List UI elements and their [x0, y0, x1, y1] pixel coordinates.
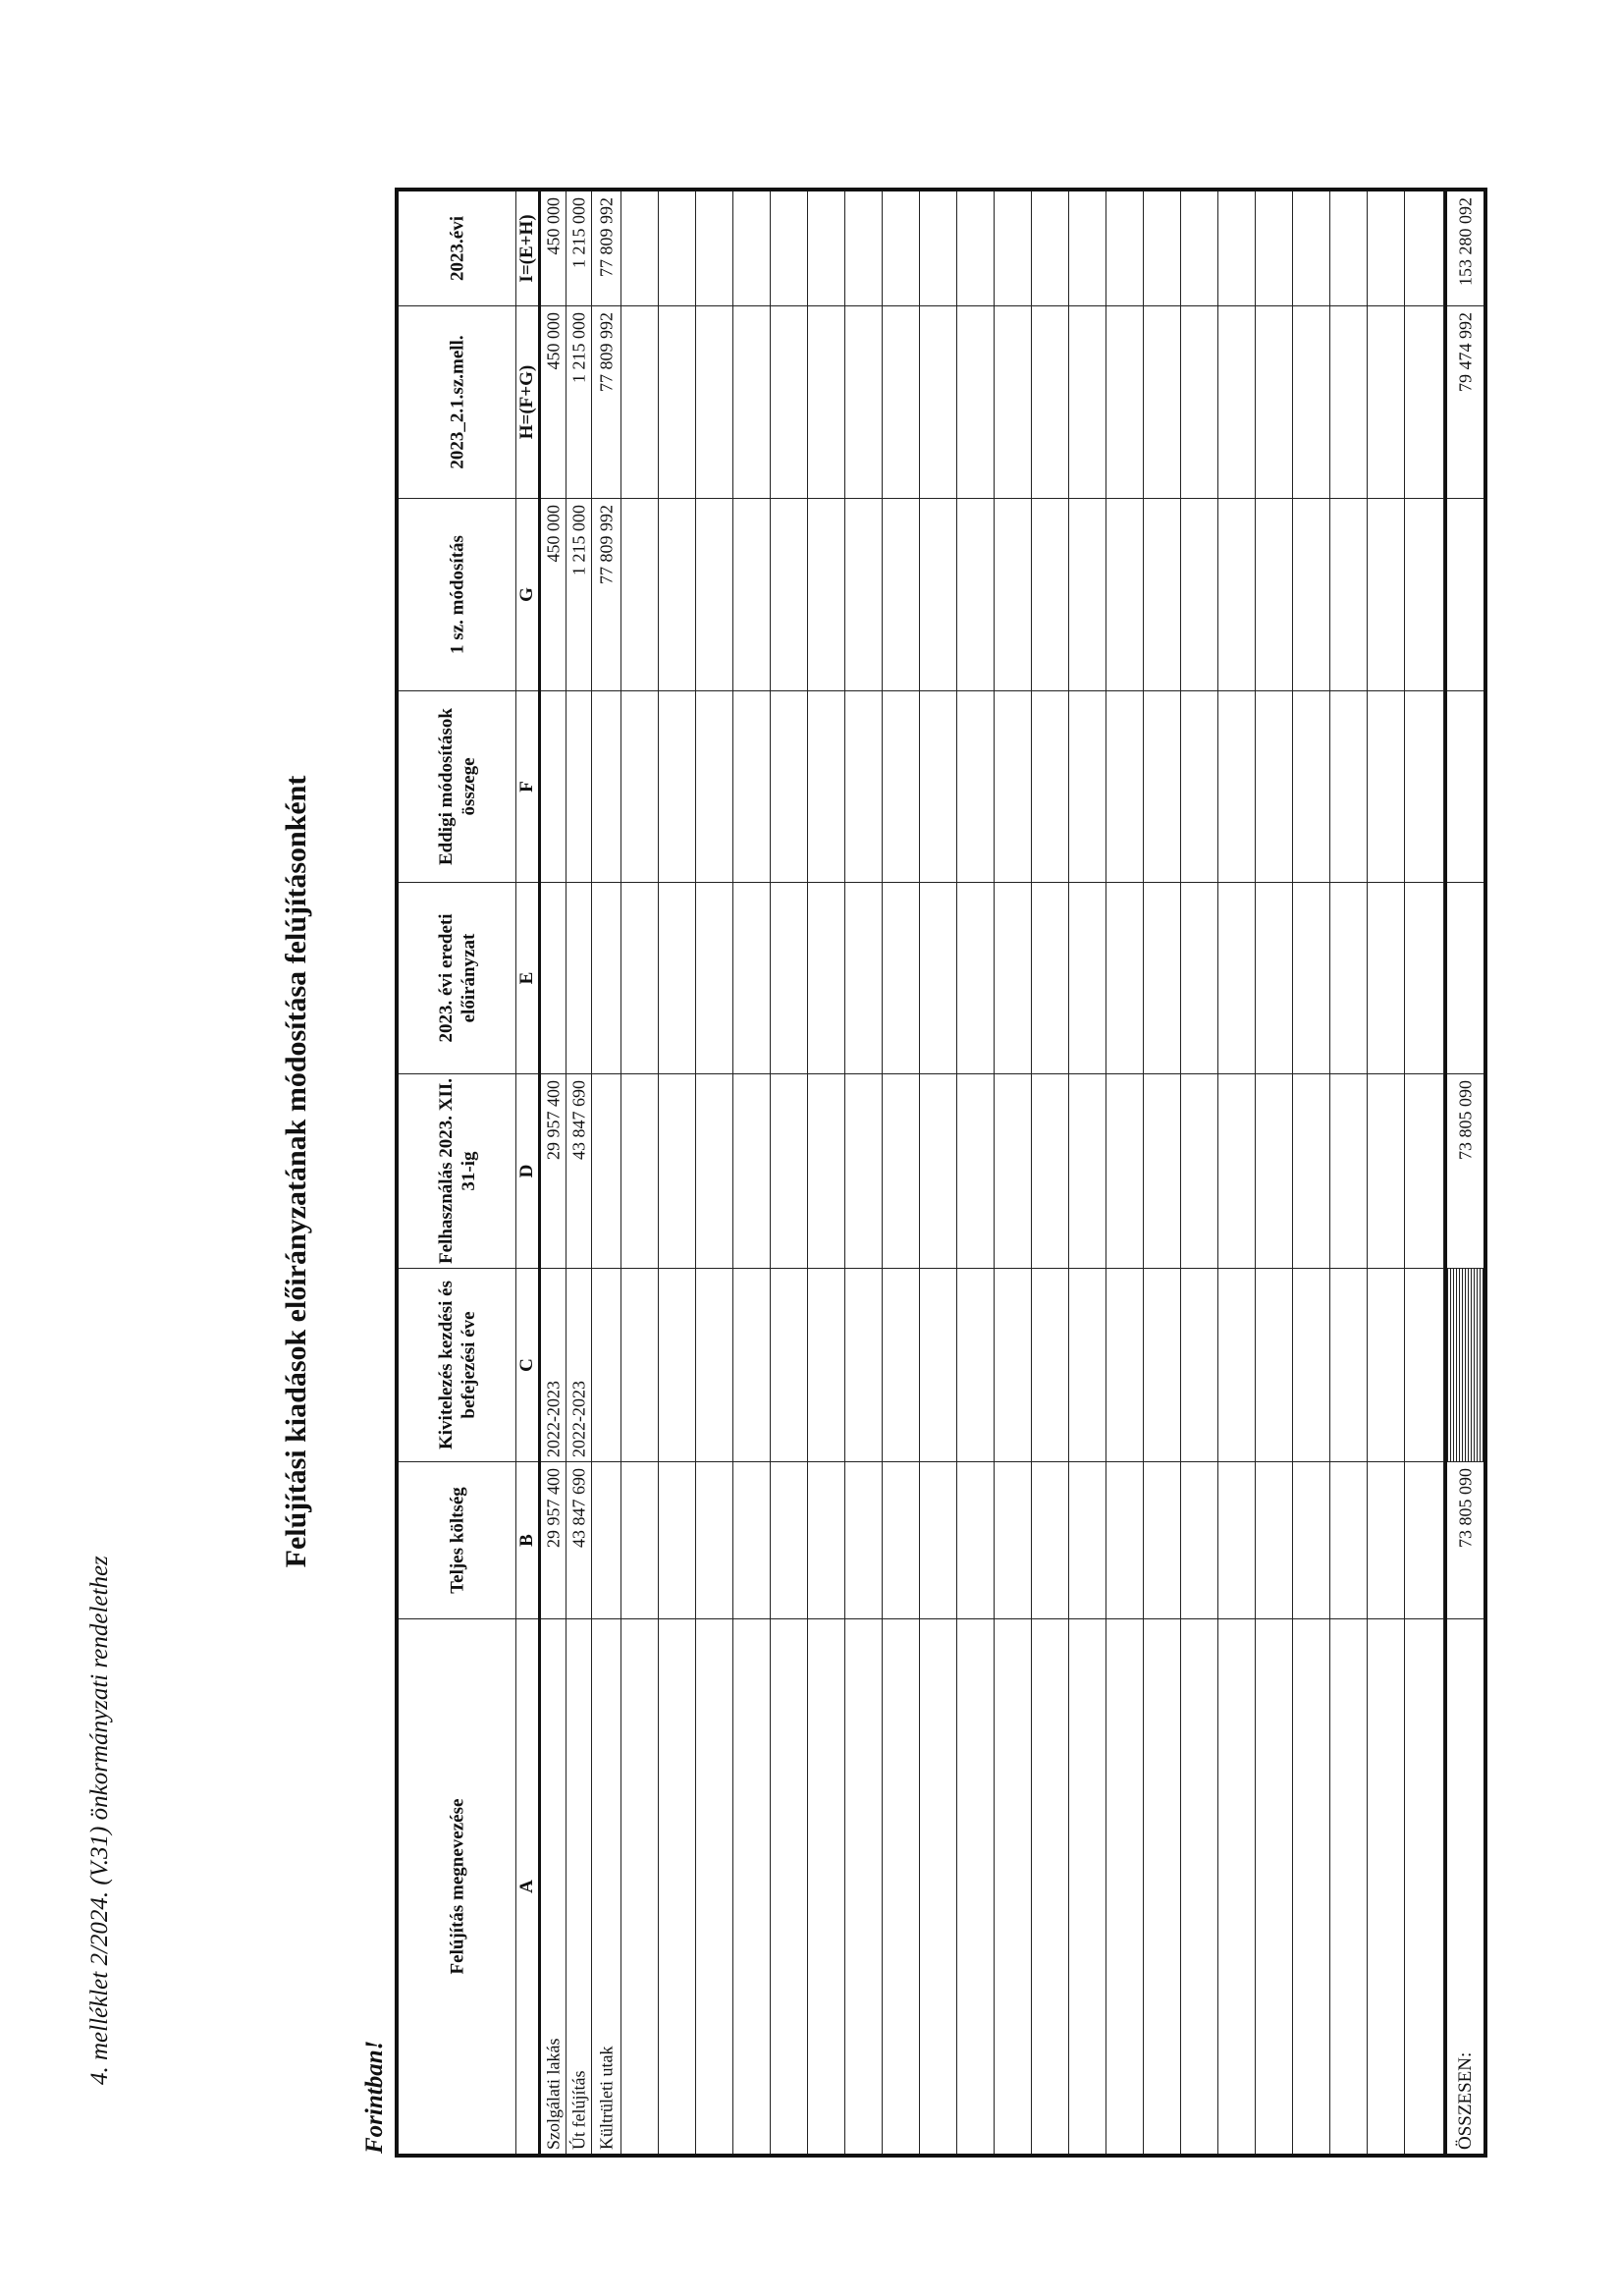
col-letter-e: E [516, 882, 538, 1073]
row-usage: 29 957 400 [541, 1073, 566, 1268]
row-annex-2-1: 450 000 [541, 305, 566, 498]
total-years-hatched [1447, 1268, 1483, 1461]
col-header-years: Kivitelezés kezdési és befejezési éve [399, 1268, 515, 1461]
total-label: ÖSSZESEN: [1447, 1618, 1483, 2154]
row-prior-modifications [566, 690, 591, 882]
row-name: Szolgálati lakás [541, 1618, 566, 2154]
col-letter-c: C [516, 1268, 538, 1461]
row-name: Kültrületi utak [592, 1618, 620, 2154]
row-original-budget [541, 882, 566, 1073]
col-header-year-total: 2023.évi [447, 216, 467, 281]
col-header-modification-1: 1 sz. módosítás [399, 498, 515, 690]
row-years: 2022-2023 [541, 1268, 566, 1461]
col-letter-f: F [516, 690, 538, 882]
empty-row [1330, 191, 1368, 2154]
total-annex-2-1: 79 474 992 [1447, 305, 1483, 498]
table-row [541, 191, 566, 2154]
empty-row [1144, 191, 1181, 2154]
empty-row [808, 191, 845, 2154]
empty-row [1069, 191, 1106, 2154]
row-usage: 43 847 690 [566, 1073, 591, 1268]
row-annex-2-1: 1 215 000 [566, 305, 591, 498]
col-letter-d: D [516, 1073, 538, 1268]
total-modification-1 [1447, 498, 1483, 690]
col-letter-h: H=(F+G) [516, 305, 538, 498]
row-years: 2022-2023 [566, 1268, 591, 1461]
row-modification-1: 450 000 [541, 498, 566, 690]
col-letter-a: A [516, 1618, 538, 2154]
table-row [566, 191, 592, 2154]
row-prior-modifications [541, 690, 566, 882]
col-header-original-budget: 2023. évi eredeti előirányzat [399, 882, 515, 1073]
empty-row [1032, 191, 1069, 2154]
empty-row [883, 191, 920, 2154]
col-letter-i: I=(E+H) [516, 214, 537, 283]
empty-row [957, 191, 995, 2154]
empty-row [621, 191, 659, 2154]
empty-row [995, 191, 1032, 2154]
page-title: Felújítási kiadások előirányzatának módosítása felújításonként [280, 775, 312, 1568]
col-letter-b: B [516, 1461, 538, 1618]
row-year-total: 77 809 992 [596, 197, 616, 277]
total-row [1444, 191, 1483, 2154]
empty-row [845, 191, 883, 2154]
empty-row [733, 191, 771, 2154]
currency-unit-note: Forintban! [361, 2040, 388, 2154]
total-year-total: 153 280 092 [1455, 197, 1475, 286]
renovation-table [395, 188, 1487, 2158]
empty-row [659, 191, 696, 2154]
total-usage: 73 805 090 [1447, 1073, 1483, 1268]
empty-row [1218, 191, 1256, 2154]
row-total-cost: 43 847 690 [566, 1461, 591, 1618]
empty-row [1368, 191, 1405, 2154]
row-year-total: 1 215 000 [568, 197, 588, 268]
empty-row [1293, 191, 1330, 2154]
empty-row [1405, 191, 1444, 2154]
empty-row [920, 191, 957, 2154]
col-header-total-cost: Teljes költség [399, 1461, 515, 1618]
row-year-total: 450 000 [543, 197, 563, 255]
empty-row [771, 191, 808, 2154]
row-name: Út felújítás [566, 1618, 591, 2154]
row-modification-1: 1 215 000 [566, 498, 591, 690]
column-letter-row [516, 191, 541, 2154]
row-usage [592, 1073, 620, 1268]
header-row [399, 191, 516, 2154]
empty-row [1181, 191, 1218, 2154]
row-original-budget [592, 882, 620, 1073]
empty-row [1106, 191, 1144, 2154]
row-annex-2-1: 77 809 992 [592, 305, 620, 498]
annex-note: 4. melléklet 2/2024. (V.31) önkormányzati rendelethez [86, 1556, 113, 2085]
total-original-budget [1447, 882, 1483, 1073]
row-modification-1: 77 809 992 [592, 498, 620, 690]
row-years [592, 1268, 620, 1461]
empty-row [1256, 191, 1293, 2154]
col-header-usage: Felhasználás 2023. XII. 31-ig [399, 1073, 515, 1268]
row-original-budget [566, 882, 591, 1073]
col-header-prior-modifications: Eddigi módosítások összege [399, 690, 515, 882]
col-header-annex-2-1: 2023_2.1.sz.mell. [399, 305, 515, 498]
row-total-cost [592, 1461, 620, 1618]
table-row [592, 191, 621, 2154]
col-header-name: Felújítás megnevezése [399, 1618, 515, 2154]
col-letter-g: G [516, 498, 538, 690]
row-total-cost: 29 957 400 [541, 1461, 566, 1618]
total-cost: 73 805 090 [1447, 1461, 1483, 1618]
empty-row [696, 191, 733, 2154]
row-prior-modifications [592, 690, 620, 882]
total-prior-modifications [1447, 690, 1483, 882]
